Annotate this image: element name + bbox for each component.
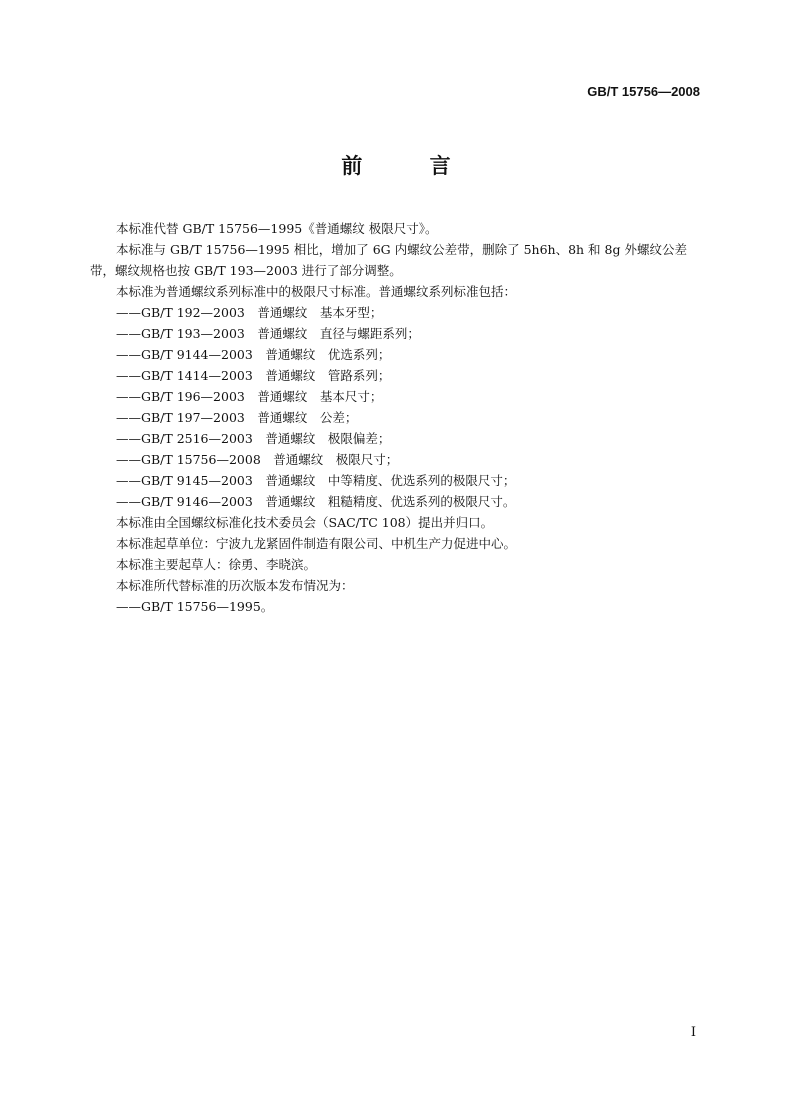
series-item: ——GB/T 9146—2003 普通螺纹 粗糙精度、优选系列的极限尺寸。	[116, 494, 516, 509]
series-item: ——GB/T 9144—2003 普通螺纹 优选系列；	[116, 347, 391, 362]
series-item: ——GB/T 2516—2003 普通螺纹 极限偏差；	[116, 431, 391, 446]
page-title: 前 言	[341, 153, 481, 178]
paragraph-2: 本标准与 GB/T 15756—1995 相比，增加了 6G 内螺纹公差带，删除了 5h6h、8h 和 8g 外螺纹公差带，螺纹规格也按 GB/T 193—2003 进行了部分调整。	[90, 242, 687, 278]
closing-paragraph: 本标准由全国螺纹标准化技术委员会（SAC/TC 108）提出并归口。	[116, 515, 494, 530]
closing-paragraph: 本标准所代替标准的历次版本发布情况为：	[116, 578, 354, 593]
series-item: ——GB/T 192—2003 普通螺纹 基本牙型；	[116, 305, 383, 320]
series-item: ——GB/T 15756—2008 普通螺纹 极限尺寸；	[116, 452, 399, 467]
history-item: ——GB/T 15756—1995。	[116, 599, 274, 614]
series-item: ——GB/T 1414—2003 普通螺纹 管路系列；	[116, 368, 391, 383]
paragraph-3: 本标准为普通螺纹系列标准中的极限尺寸标准。普通螺纹系列标准包括：	[116, 284, 517, 299]
document-body	[90, 218, 704, 617]
page-number: I	[690, 1025, 696, 1040]
series-item: ——GB/T 193—2003 普通螺纹 直径与螺距系列；	[116, 326, 420, 341]
series-item: ——GB/T 9145—2003 普通螺纹 中等精度、优选系列的极限尺寸；	[116, 473, 516, 488]
series-item: ——GB/T 197—2003 普通螺纹 公差；	[116, 410, 358, 425]
closing-paragraph: 本标准主要起草人：徐勇、李晓滨。	[116, 557, 317, 572]
closing-paragraph: 本标准起草单位：宁波九龙紧固件制造有限公司、中机生产力促进中心。	[116, 536, 517, 551]
standard-number: GB/T 15756—2008	[587, 84, 700, 99]
paragraph-1: 本标准代替 GB/T 15756—1995《普通螺纹 极限尺寸》。	[116, 221, 438, 236]
series-item: ——GB/T 196—2003 普通螺纹 基本尺寸；	[116, 389, 383, 404]
